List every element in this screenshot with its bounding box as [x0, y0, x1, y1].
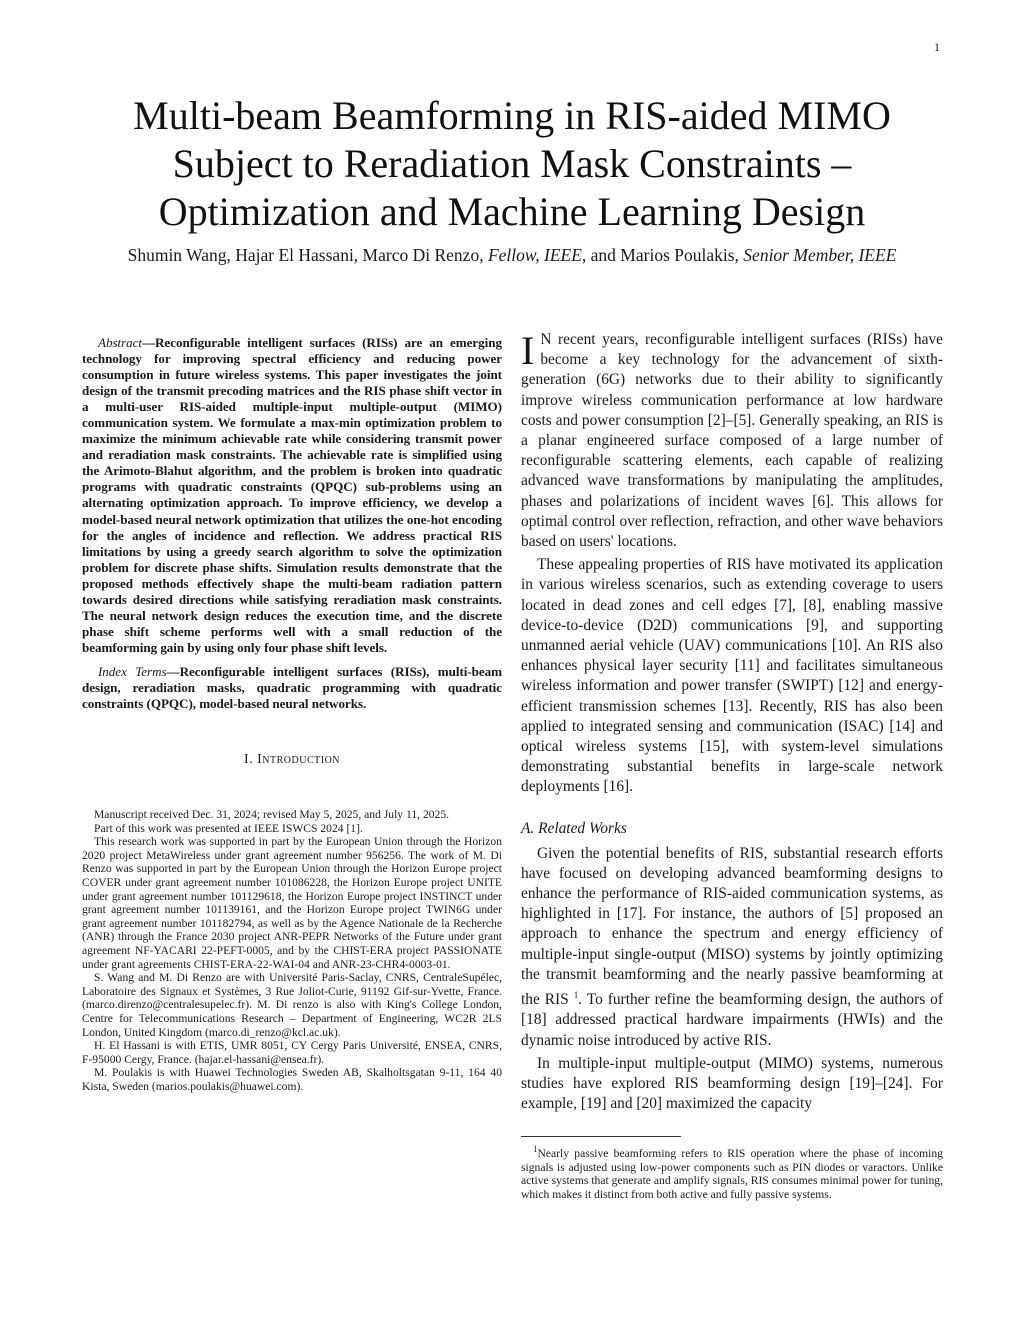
related-paragraph-2: In multiple-input multiple-output (MIMO) systems, numerous studies have explored RIS beamforming design [19]–[24]. For example, [19] and [20] maximized the capacity [521, 1054, 943, 1113]
left-column [82, 335, 502, 1094]
section-numeral: I. [243, 752, 258, 768]
paper-title [60, 92, 964, 236]
subsection-heading-related-works: A. Related Works [521, 819, 627, 837]
abstract-label: Abstract [98, 335, 142, 350]
footnote-number: 1 [533, 1144, 538, 1155]
drop-cap: I [521, 328, 535, 373]
index-terms [82, 664, 502, 712]
author-title-2: Senior Member, IEEE [743, 245, 897, 265]
author-line [60, 244, 964, 266]
author-names-2: , and Marios Poulakis, [581, 245, 744, 265]
index-terms-text: —Reconfigurable intelligent surfaces (RISs), multi-beam design, reradiation masks, quadratic programming with quadratic constraints (QPQC), model-based neural networks. [82, 663, 502, 712]
footnote-funding: This research work was supported in part by the European Union through the Horizon 2020 project MetaWireless under grant agreement number 956256. The work of M. Di Renzo was supported in part by the European Union through the Horizon Europe project COVER under grant agreement number 101086228, the Horizon Europe project UNITE under grant agreement number 101129618, the Horizon Europe project INSTINCT under grant agreement number 101139161, and the Horizon Europe project TWIN6G under grant agreement number 101182794, as well as by the Agence Nationale de la Recherche (ANR) through the France 2030 project ANR-PEPR Networks of the Future under grant agreement NF-YACARI 22-PEFT-0005, and by the CHIST-ERA project PASSIONATE under grant agreements CHIST-ERA-22-WAI-04 and ANR-23-CHR4-0003-01. [82, 835, 502, 971]
intro-paragraph-2: These appealing properties of RIS have motivated its application in various wireless scenarios, such as extending coverage to users located in dead zones and cell edges [7], [8], enabling massive device-to-device (D2D) communications [9], and supporting unmanned aerial vehicle (UAV) communications [10]. An RIS also enhances physical layer security [11] and facilitates simultaneous wireless information and power transfer (SWIPT) [12] and energy-efficient transmission schemes [13]. Recently, RIS has also been applied to integrated sensing and communication (ISAC) [14] and optical wireless systems [15], with system-level simulations demonstrating substantial benefits in large-scale network deployments [16]. [521, 556, 943, 796]
section-name: Introduction [257, 752, 341, 768]
title-line-3: Optimization and Machine Learning Design [158, 189, 866, 234]
intro-paragraph-1-text: N recent years, reconfigurable intelligent surfaces (RISs) have become a key technology for the advancement of sixth-generation (6G) networks due to their ability to significantly improve wireless communication performance at low hardware costs and power consumption [2]–[5]. Generally speaking, an RIS is a planar engineered surface composed of a large number of reconfigurable scattering elements, each capable of realizing advanced wave transformations by manipulating the amplitudes, phases and polarizations of incident waves [6]. This allows for optimal control over reflection, refraction, and other wave behaviors based on users' locations. [521, 331, 943, 551]
right-column [521, 330, 943, 1202]
page-number: 1 [934, 40, 940, 54]
title-line-1: Multi-beam Beamforming in RIS-aided MIMO [133, 93, 891, 138]
footnote-rule [521, 1136, 681, 1137]
footnote-nearly-passive-text: Nearly passive beamforming refers to RIS operation where the phase of incoming signals is adjusted using low-power components such as PIN diodes or varactors. Unlike active systems that generate and amplify signals, RIS consumes minimal power for tuning, which makes it distinct from both active and fully passive systems. [521, 1147, 943, 1202]
footnotes-left [82, 808, 502, 1093]
abstract [82, 335, 502, 656]
author-title-1: Fellow, IEEE [487, 245, 582, 265]
abstract-text: —Reconfigurable intelligent surfaces (RISs) are an emerging technology for improving spectral efficiency and reducing power consumption in future wireless systems. This paper investigates the joint design of the transmit precoding matrices and the RIS phase shift vector in a multi-user RIS-aided multiple-input multiple-output (MIMO) communication system. We formulate a max-min optimization problem to maximize the minimum achievable rate while considering transmit power and reradiation mask constraints. The achievable rate is simplified using the Arimoto-Blahut algorithm, and the problem is broken into quadratic programs with quadratic constraints (QPQC) sub-problems using an alternating optimization approach. To improve efficiency, we develop a model-based neural network optimization that utilizes the one-hot encoding for the angles of incidence and reflection. We address practical RIS limitations by using a greedy search algorithm to solve the optimization problem for discrete phase shifts. Simulation results demonstrate that the proposed methods effectively shape the multi-beam radiation pattern towards desired directions while satisfying reradiation mask constraints. The neural network design reduces the execution time, and the discrete phase shift scheme performs well with a small reduction of the beamforming gain by using only four phase shift levels. [82, 335, 502, 655]
footnote-manuscript: Manuscript received Dec. 31, 2024; revised May 5, 2025, and July 11, 2025. [94, 808, 450, 822]
title-line-2: Subject to Reradiation Mask Constraints – [172, 141, 852, 186]
footnote-affiliation-wang-direnzo: S. Wang and M. Di Renzo are with Université Paris-Saclay, CNRS, CentraleSupélec, Laboratoire des Signaux et Systèmes, 3 Rue Joliot-Curie, 91192 Gif-sur-Yvette, France. (marco.direnzo@centralesupelec.fr). M. Di renzo is also with King's College London, Centre for Telecommunications Research – Department of Engineering, WC2R 2LS London, United Kingdom (marco.di_renzo@kcl.ac.uk). [82, 971, 502, 1039]
section-heading-introduction [82, 752, 502, 768]
footnote-marker: 1 [573, 990, 579, 1001]
related-paragraph-1-text-b: . To further refine the beamforming design, the authors of [18] addressed practical hardware impairments (HWIs) and the dynamic noise introduced by active RIS. [521, 991, 943, 1049]
footnote-nearly-passive [521, 1143, 943, 1201]
index-terms-label: Index Terms [98, 663, 167, 679]
related-paragraph-1-text-a: Given the potential benefits of RIS, substantial research efforts have focused on developing advanced beamforming designs to enhance the performance of RIS-aided communication systems, as highlighted in [17]. For instance, the authors of [5] proposed an approach to enhance the spectrum and energy efficiency of multiple-input single-output (MISO) systems by jointly optimizing the transmit beamforming and the nearly passive beamforming at the RIS [521, 844, 943, 1009]
related-paragraph-1 [521, 844, 943, 1051]
footnote-affiliation-poulakis: M. Poulakis is with Huawei Technologies Sweden AB, Skalholtsgatan 9-11, 164 40 Kista, Sweden (marios.poulakis@huawei.com). [82, 1066, 502, 1093]
footnote-presented: Part of this work was presented at IEEE ISWCS 2024 [1]. [94, 821, 363, 835]
author-names-1: Shumin Wang, Hajar El Hassani, Marco Di Renzo, [127, 245, 488, 265]
footnote-affiliation-elhassani: H. El Hassani is with ETIS, UMR 8051, CY Cergy Paris Université, ENSEA, CNRS, F-95000 Cergy, France. (hajar.el-hassani@ensea.fr). [82, 1039, 502, 1066]
intro-paragraph-1 [521, 330, 943, 552]
